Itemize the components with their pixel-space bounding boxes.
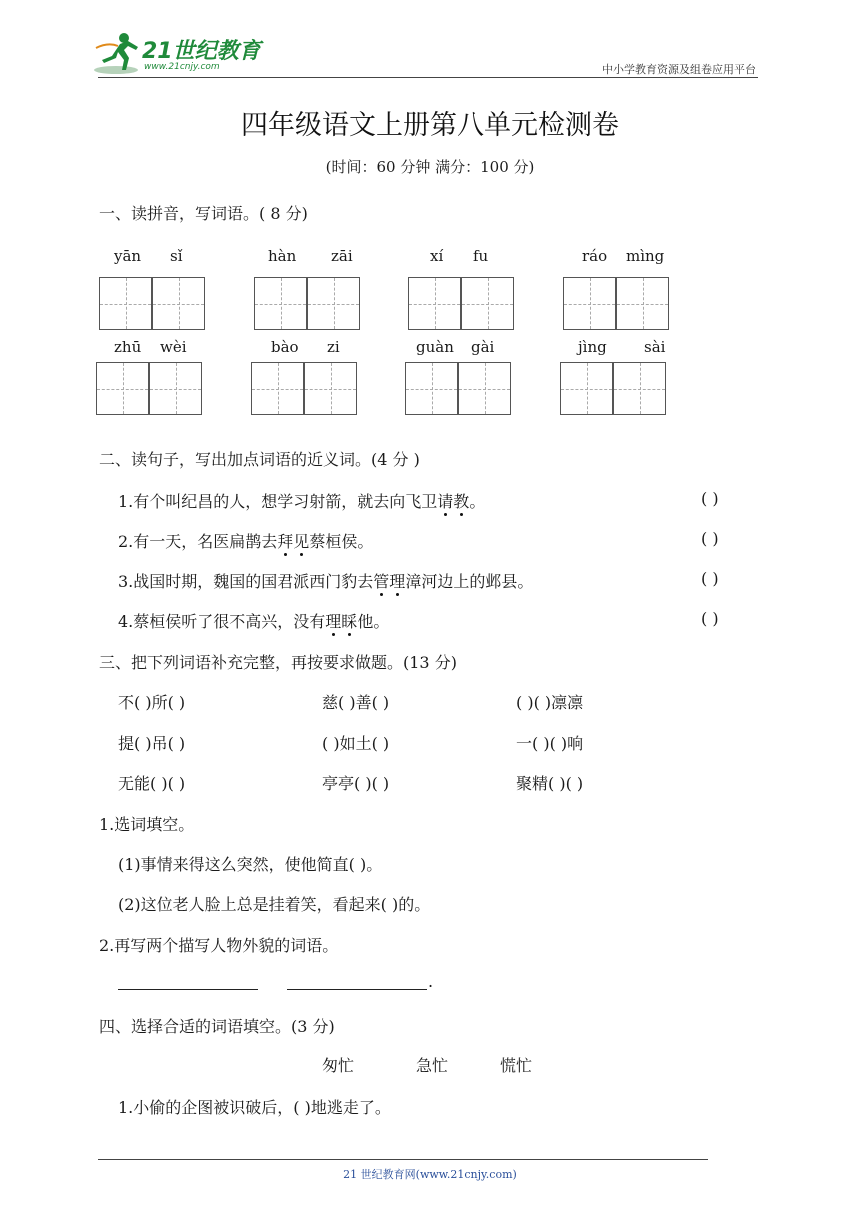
pinyin: ráo	[582, 247, 608, 265]
answer-blank[interactable]: ( )	[701, 489, 719, 508]
section2-heading: 二、读句子，写出加点词语的近义词。(4 分 )	[99, 450, 420, 469]
writing-box[interactable]	[149, 362, 202, 415]
header-platform-text: 中小学教育资源及组卷应用平台	[602, 63, 756, 76]
pinyin: zi	[327, 338, 340, 356]
header-divider	[98, 77, 758, 78]
section1-heading: 一、读拼音，写词语。( 8 分)	[99, 204, 308, 223]
writing-box[interactable]	[563, 277, 616, 330]
writing-box[interactable]	[251, 362, 304, 415]
question-label: 1.选词填空。	[99, 815, 195, 834]
pinyin: jìng	[578, 338, 607, 356]
answer-underline[interactable]	[287, 989, 427, 990]
sentence-item: 3.战国时期，魏国的国君派西门豹去管理漳河边上的邺县。	[118, 569, 533, 592]
page-title: 四年级语文上册第八单元检测卷	[241, 110, 619, 141]
writing-box[interactable]	[254, 277, 307, 330]
pinyin: wèi	[160, 338, 187, 356]
question-label: 2.再写两个描写人物外貌的词语。	[99, 936, 339, 955]
answer-blank[interactable]: ( )	[701, 529, 719, 548]
fill-word[interactable]: 慈( )善( )	[322, 693, 390, 712]
answer-underline[interactable]	[118, 989, 258, 990]
fill-word[interactable]: 不( )所( )	[118, 693, 186, 712]
answer-blank[interactable]: ( )	[701, 569, 719, 588]
section4-heading: 四、选择合适的词语填空。(3 分)	[99, 1017, 335, 1036]
fill-word[interactable]: 提( )吊( )	[118, 734, 186, 753]
sentence-item: 1.有个叫纪昌的人，想学习射箭，就去向飞卫请教。	[118, 489, 485, 512]
section3-heading: 三、把下列词语补充完整，再按要求做题。(13 分)	[99, 653, 457, 672]
writing-box[interactable]	[304, 362, 357, 415]
logo	[94, 30, 264, 78]
word-option: 慌忙	[500, 1056, 533, 1075]
fill-word[interactable]: 无能( )( )	[118, 774, 186, 793]
pinyin: hàn	[268, 247, 297, 265]
word-option: 急忙	[416, 1056, 449, 1075]
writing-box[interactable]	[458, 362, 511, 415]
logo-text: 21世纪教育	[142, 39, 261, 64]
writing-box[interactable]	[96, 362, 149, 415]
writing-box[interactable]	[99, 277, 152, 330]
writing-box[interactable]	[616, 277, 669, 330]
fill-word[interactable]: ( )( )凛凛	[516, 693, 584, 712]
writing-box[interactable]	[307, 277, 360, 330]
writing-box[interactable]	[613, 362, 666, 415]
pinyin: zāi	[331, 247, 353, 265]
pinyin: sài	[644, 338, 666, 356]
logo-url: www.21cnjy.com	[144, 62, 220, 72]
pinyin: yān	[114, 247, 142, 265]
runner-logo-icon	[94, 30, 144, 76]
pinyin: zhū	[114, 338, 142, 356]
fill-word[interactable]: ( )如土( )	[322, 734, 390, 753]
fill-word[interactable]: 一( )( )响	[516, 734, 584, 753]
pinyin: gài	[471, 338, 495, 356]
period-mark: .	[428, 972, 434, 991]
footer-divider	[98, 1159, 708, 1160]
pinyin: sǐ	[170, 247, 183, 265]
pinyin: bào	[271, 338, 299, 356]
pinyin: guàn	[416, 338, 454, 356]
word-option: 匆忙	[322, 1056, 355, 1075]
fill-word[interactable]: 亭亭( )( )	[322, 774, 390, 793]
writing-box[interactable]	[560, 362, 613, 415]
sentence-item: 2.有一天，名医扁鹊去拜见蔡桓侯。	[118, 529, 373, 552]
pinyin: mìng	[626, 247, 665, 265]
writing-box[interactable]	[152, 277, 205, 330]
page-subtitle: (时间：60 分钟 满分：100 分)	[325, 158, 535, 176]
fill-word[interactable]: 聚精( )( )	[516, 774, 584, 793]
pinyin: xí	[430, 247, 444, 265]
fill-sentence[interactable]: 1.小偷的企图被识破后，( )地逃走了。	[118, 1098, 391, 1117]
writing-box[interactable]	[405, 362, 458, 415]
answer-blank[interactable]: ( )	[701, 609, 719, 628]
fill-sentence[interactable]: (2)这位老人脸上总是挂着笑，看起来( )的。	[118, 895, 431, 914]
fill-sentence[interactable]: (1)事情来得这么突然，使他简直( )。	[118, 855, 383, 874]
footer-text: 21 世纪教育网(www.21cnjy.com)	[343, 1168, 517, 1181]
sentence-item: 4.蔡桓侯听了很不高兴，没有理睬他。	[118, 609, 389, 632]
pinyin: fu	[473, 247, 489, 265]
writing-box[interactable]	[461, 277, 514, 330]
writing-box[interactable]	[408, 277, 461, 330]
